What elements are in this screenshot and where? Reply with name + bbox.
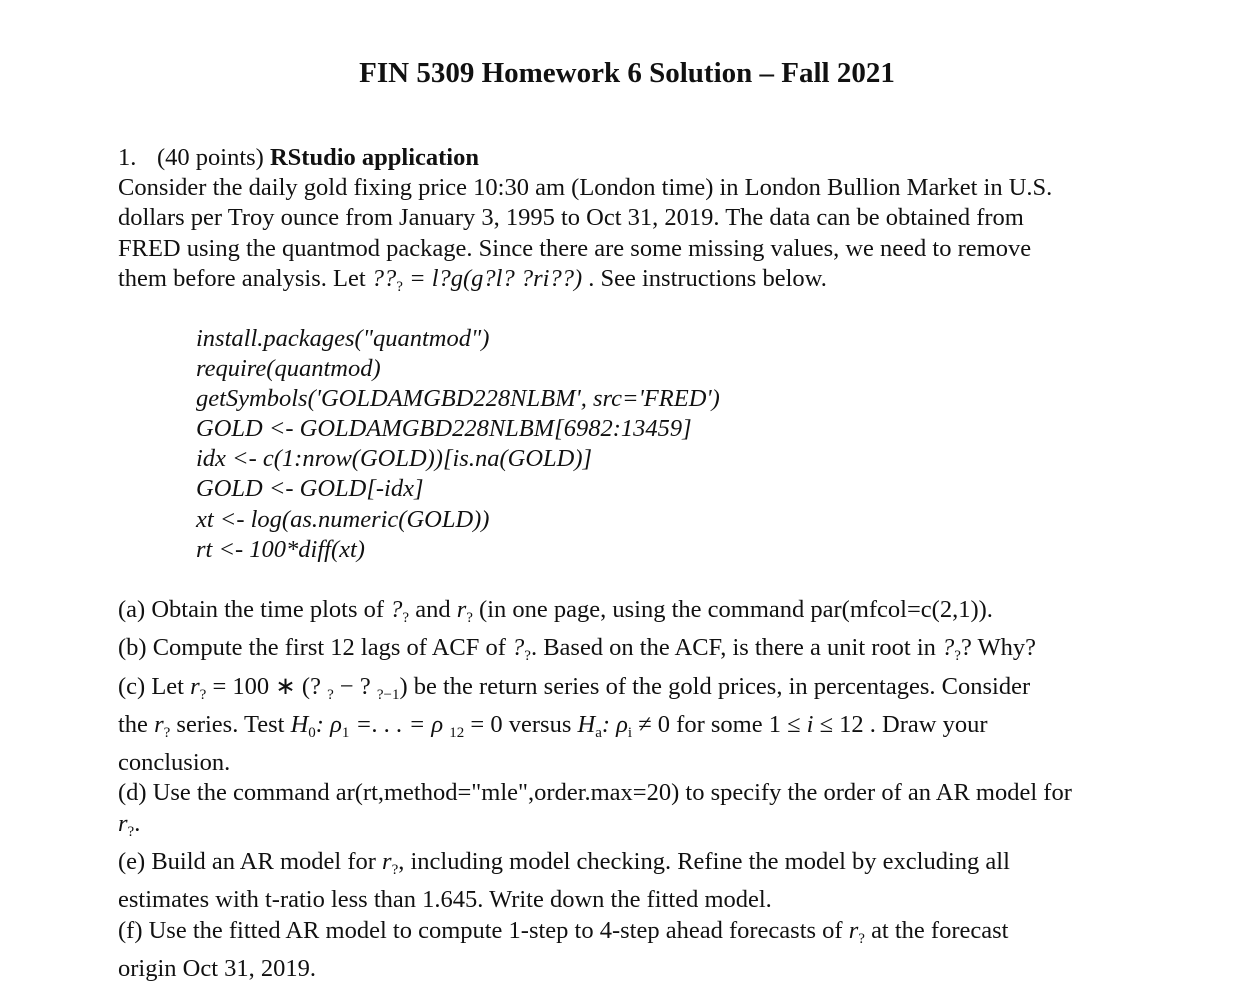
- question-intro: [118, 173, 1148, 302]
- question-heading: [118, 143, 1148, 173]
- question-points: (40 points): [157, 144, 264, 171]
- intro-line-last: them before analysis. Let $??_?$ = l?g(g?l? ?ri??) . See instructions below.: [118, 264, 827, 295]
- part-e-line2: estimates with t-ratio less than 1.645. Write down the fitted model.: [118, 886, 772, 914]
- code-line: rt <- 100*diff(xt): [196, 535, 365, 563]
- code-block: [196, 324, 720, 565]
- code-line: getSymbols('GOLDAMGBD228NLBM', src='FRED'): [196, 385, 720, 413]
- intro-formula: $??_?$ = l?g(g?l? ?ri??): [371, 264, 583, 295]
- code-line: GOLD <- GOLDAMGBD228NLBM[6982:13459]: [196, 415, 692, 443]
- code-line: GOLD <- GOLD[-idx]: [196, 475, 424, 503]
- part-f-line2: origin Oct 31, 2019.: [118, 954, 317, 982]
- question-parts: [118, 595, 1148, 984]
- code-line: xt <- log(as.numeric(GOLD)): [196, 505, 490, 533]
- part-c-conclusion: conclusion.: [118, 749, 231, 777]
- part-b: (b) Compute the first 12 lags of ACF of $?_?$. Based on the ACF, is there a unit root in $?_?$? Why?: [118, 634, 1037, 665]
- code-line: install.packages("quantmod"): [196, 325, 490, 352]
- intro-line: Consider the daily gold fixing price 10:30 am (London time) in London Bullion Market in U.S.: [118, 174, 1053, 201]
- part-d-var: $r_?$.: [118, 809, 141, 840]
- part-c: (c) Let $r_? = 100$ ∗ (? $_?$ − ? $_{?-1}$) be the return series of the gold prices, in percentages. Consider: [118, 672, 1031, 703]
- intro-line: dollars per Troy ounce from January 3, 1995 to Oct 31, 2019. The data can be obtained from: [118, 204, 1024, 232]
- code-line: idx <- c(1:nrow(GOLD))[is.na(GOLD)]: [196, 445, 593, 473]
- part-e: (e) Build an AR model for $r_?$, including model checking. Refine the model by excluding all: [118, 848, 1010, 879]
- part-f: (f) Use the fitted AR model to compute 1-step to 4-step ahead forecasts of $r_?$ at the forecast: [118, 916, 1009, 947]
- part-c-hypothesis: the $r_?$ series. Test $H_0$: $\rho_1$ =. . . = ρ $_{12}$ = 0 versus $H_a$: $\rho_i \ne 0$ for some 1 ≤ i ≤ 12 . Draw your: [118, 710, 988, 741]
- question-number: 1.: [118, 144, 137, 171]
- question-topic: RStudio application: [269, 144, 479, 171]
- part-d: (d) Use the command ar(rt,method="mle",order.max=20) to specify the order of an AR model for: [118, 779, 1072, 807]
- code-line: require(quantmod): [196, 355, 381, 383]
- intro-line: FRED using the quantmod package. Since there are some missing values, we need to remove: [118, 234, 1032, 262]
- document-title: FIN 5309 Homework 6 Solution – Fall 2021: [359, 57, 895, 89]
- part-a: (a) Obtain the time plots of $?_?$ and $r_?$ (in one page, using the command par(mfcol=c(2,1)).: [118, 596, 993, 626]
